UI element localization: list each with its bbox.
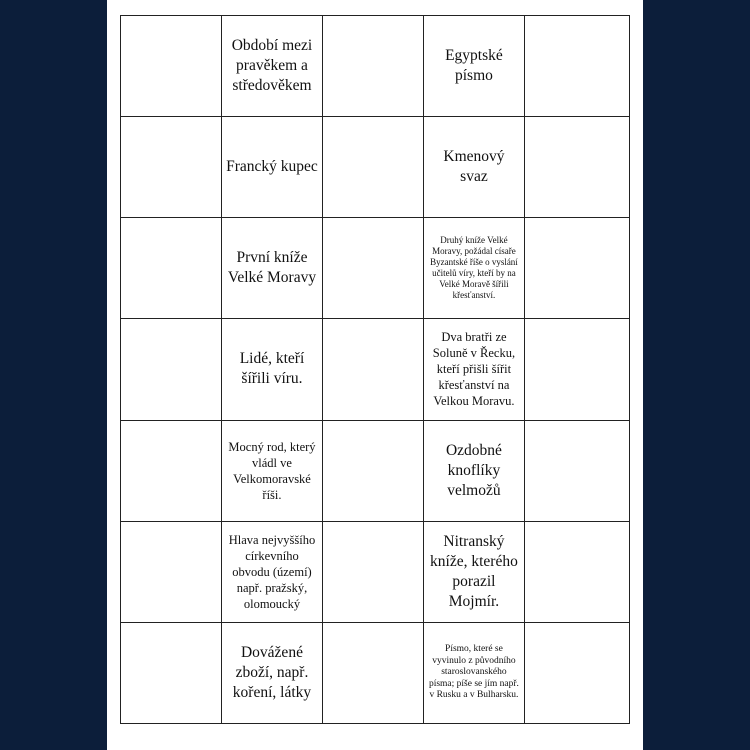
- term-cell: Kmenový svaz: [423, 117, 524, 218]
- card-grid: [120, 15, 630, 724]
- definition-cell: Hlava nejvyššího církevního obvodu (území) např. pražský, olomoucký: [221, 521, 322, 622]
- term-cell: Dovážené zboží, např. koření, látky: [221, 622, 322, 723]
- blank-cell: [121, 117, 222, 218]
- blank-cell: [322, 117, 423, 218]
- blank-cell: [322, 420, 423, 521]
- definition-cell: Dva bratři ze Soluně v Řecku, kteří přišli šířit křesťanství na Velkou Moravu.: [423, 319, 524, 420]
- table-row: [121, 218, 630, 319]
- blank-cell: [524, 319, 629, 420]
- blank-cell: [322, 218, 423, 319]
- table-row: [121, 521, 630, 622]
- blank-cell: [322, 622, 423, 723]
- blank-cell: [121, 16, 222, 117]
- term-cell: První kníže Velké Moravy: [221, 218, 322, 319]
- table-row: [121, 622, 630, 723]
- table-row: [121, 420, 630, 521]
- table-row: [121, 319, 630, 420]
- blank-cell: [121, 319, 222, 420]
- term-cell: Francký kupec: [221, 117, 322, 218]
- blank-cell: [524, 218, 629, 319]
- blank-cell: [322, 16, 423, 117]
- blank-cell: [524, 16, 629, 117]
- blank-cell: [121, 420, 222, 521]
- blank-cell: [121, 622, 222, 723]
- term-cell: Období mezi pravěkem a středověkem: [221, 16, 322, 117]
- blank-cell: [121, 521, 222, 622]
- blank-cell: [524, 117, 629, 218]
- blank-cell: [524, 622, 629, 723]
- term-cell: Ozdobné knoflíky velmožů: [423, 420, 524, 521]
- blank-cell: [524, 420, 629, 521]
- blank-cell: [121, 218, 222, 319]
- definition-cell: Druhý kníže Velké Moravy, požádal císaře Byzantské říše o vyslání učitelů víry, kteří by na Velké Moravě šířili křesťanství.: [423, 218, 524, 319]
- definition-cell: Písmo, které se vyvinulo z původního staroslovanského písma; píše se jím např. v Rusku a v Bulharsku.: [423, 622, 524, 723]
- definition-cell: Mocný rod, který vládl ve Velkomoravské říši.: [221, 420, 322, 521]
- blank-cell: [322, 319, 423, 420]
- table-row: [121, 16, 630, 117]
- table-row: [121, 117, 630, 218]
- blank-cell: [322, 521, 423, 622]
- blank-cell: [524, 521, 629, 622]
- term-cell: Lidé, kteří šířili víru.: [221, 319, 322, 420]
- term-cell: Egyptské písmo: [423, 16, 524, 117]
- term-cell: Nitranský kníže, kterého porazil Mojmír.: [423, 521, 524, 622]
